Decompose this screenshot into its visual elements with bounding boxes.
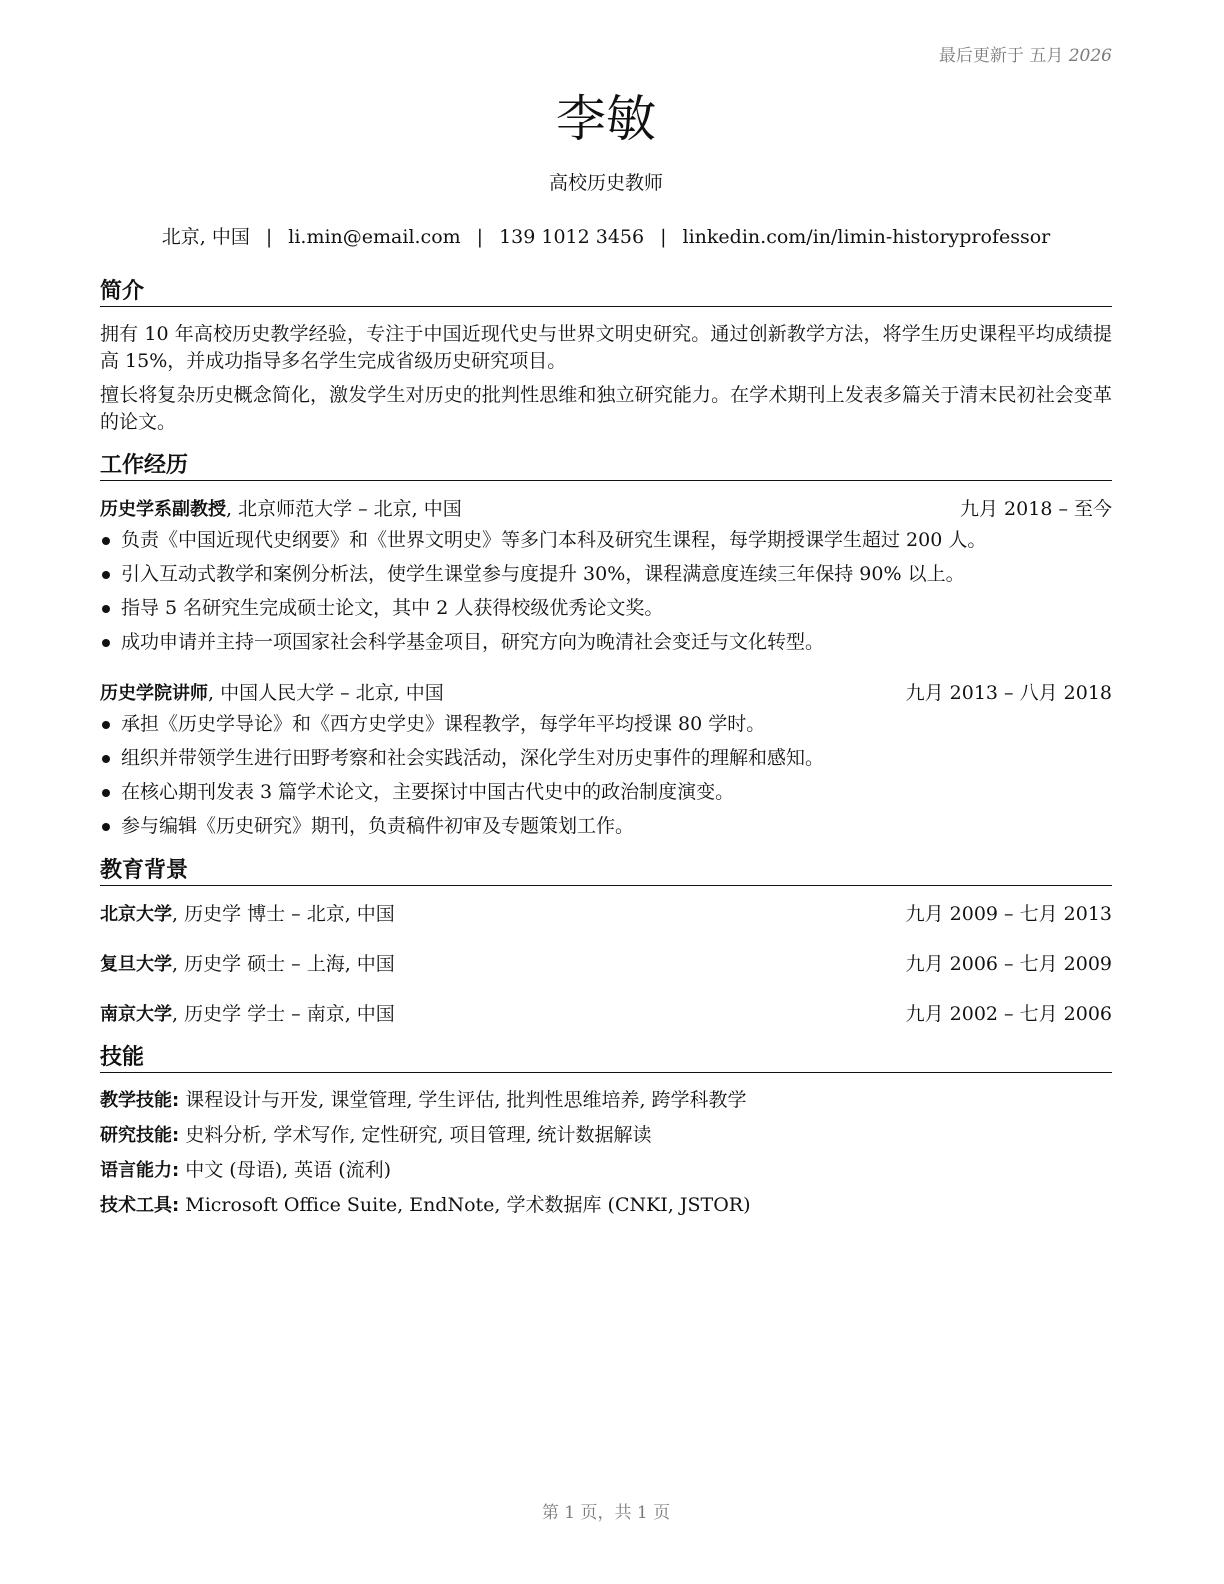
summary-paragraph: 拥有 10 年高校历史教学经验，专注于中国近现代史与世界文明史研究。通过创新教学方法，将学生历史课程平均成绩提高 15%，并成功指导多名学生完成省级历史研究项目。 bbox=[100, 323, 1112, 372]
bullet-icon bbox=[102, 639, 110, 647]
section-title-education: 教育背景 bbox=[100, 857, 1112, 886]
skill-row bbox=[100, 1122, 1112, 1149]
job-org: , 中国人民大学 – 北京, 中国 bbox=[208, 682, 444, 704]
bullet-text: 引入互动式教学和案例分析法，使学生课堂参与度提升 30%，课程满意度连续三年保持 90% 以上。 bbox=[121, 563, 965, 585]
job-header bbox=[100, 680, 1112, 706]
skill-value: 中文 (母语), 英语 (流利) bbox=[179, 1159, 392, 1181]
list-item bbox=[100, 711, 1112, 745]
list-item bbox=[100, 745, 1112, 779]
job-role: 历史学系副教授 bbox=[100, 499, 226, 520]
list-item bbox=[100, 779, 1112, 813]
list-item bbox=[100, 595, 1112, 629]
education-school: 复旦大学 bbox=[100, 954, 172, 975]
bullet-icon bbox=[102, 605, 110, 613]
skill-value: 课程设计与开发, 课堂管理, 学生评估, 批判性思维培养, 跨学科教学 bbox=[179, 1089, 747, 1111]
candidate-headline: 高校历史教师 bbox=[548, 172, 663, 194]
last-updated-year: 2026 bbox=[1068, 46, 1112, 66]
bullet-icon bbox=[102, 823, 110, 831]
job-role: 历史学院讲师 bbox=[100, 683, 208, 704]
education-row bbox=[100, 1001, 1112, 1027]
contact-email[interactable]: li.min@email.com bbox=[288, 226, 461, 248]
bullet-text: 在核心期刊发表 3 篇学术论文，主要探讨中国古代史中的政治制度演变。 bbox=[121, 781, 735, 803]
contact-location: 北京, 中国 bbox=[161, 226, 250, 248]
bullet-text: 承担《历史学导论》和《西方史学史》课程教学，每学年平均授课 80 学时。 bbox=[121, 713, 766, 735]
skill-label: 语言能力: bbox=[100, 1160, 180, 1181]
skill-label: 技术工具: bbox=[100, 1195, 180, 1216]
education-school: 南京大学 bbox=[100, 1004, 172, 1025]
section-title-experience: 工作经历 bbox=[100, 452, 1112, 481]
bullet-text: 指导 5 名研究生完成硕士论文，其中 2 人获得校级优秀论文奖。 bbox=[121, 597, 664, 619]
education-school: 北京大学 bbox=[100, 904, 172, 925]
bullet-icon bbox=[102, 789, 110, 797]
contact-separator: | bbox=[265, 226, 273, 248]
list-item bbox=[100, 527, 1112, 561]
bullet-text: 负责《中国近现代史纲要》和《世界文明史》等多门本科及研究生课程，每学期授课学生超过 200 人。 bbox=[121, 529, 987, 551]
job-dates: 九月 2013 – 八月 2018 bbox=[905, 682, 1112, 704]
resume-page bbox=[100, 0, 1112, 1584]
education-row bbox=[100, 951, 1112, 977]
list-item bbox=[100, 813, 1112, 847]
skill-value: 史料分析, 学术写作, 定性研究, 项目管理, 统计数据解读 bbox=[179, 1124, 652, 1146]
skill-value: Microsoft Office Suite, EndNote, 学术数据库 (CNKI, JSTOR) bbox=[179, 1194, 751, 1216]
bullet-icon bbox=[102, 721, 110, 729]
skill-row bbox=[100, 1157, 1112, 1184]
bullet-icon bbox=[102, 571, 110, 579]
job-org: , 北京师范大学 – 北京, 中国 bbox=[226, 498, 462, 520]
bullet-text: 组织并带领学生进行田野考察和社会实践活动，深化学生对历史事件的理解和感知。 bbox=[121, 747, 825, 769]
summary-paragraph: 擅长将复杂历史概念简化，激发学生对历史的批判性思维和独立研究能力。在学术期刊上发表多篇关于清末民初社会变革的论文。 bbox=[100, 384, 1112, 433]
job-header bbox=[100, 496, 1112, 522]
last-updated bbox=[939, 45, 1112, 67]
contact-linkedin[interactable]: linkedin.com/in/limin-historyprofessor bbox=[682, 226, 1051, 248]
skill-row bbox=[100, 1192, 1112, 1219]
contact-phone[interactable]: 139 1012 3456 bbox=[499, 226, 645, 248]
contact-separator: | bbox=[660, 226, 667, 248]
list-item bbox=[100, 561, 1112, 595]
bullet-icon bbox=[102, 755, 110, 763]
education-detail: , 历史学 学士 – 南京, 中国 bbox=[172, 1003, 395, 1025]
skill-label: 教学技能: bbox=[100, 1090, 180, 1111]
job-dates: 九月 2018 – 至今 bbox=[960, 498, 1112, 520]
contact-line bbox=[100, 225, 1112, 249]
education-dates: 九月 2009 – 七月 2013 bbox=[905, 903, 1112, 925]
education-row bbox=[100, 901, 1112, 927]
section-title-skills: 技能 bbox=[100, 1044, 1112, 1073]
education-detail: , 历史学 硕士 – 上海, 中国 bbox=[172, 953, 395, 975]
list-item bbox=[100, 629, 1112, 663]
section-title-summary: 简介 bbox=[100, 278, 1112, 307]
skill-label: 研究技能: bbox=[100, 1125, 180, 1146]
candidate-name: 李敏 bbox=[556, 90, 656, 148]
bullet-text: 参与编辑《历史研究》期刊，负责稿件初审及专题策划工作。 bbox=[121, 815, 635, 837]
job-bullets bbox=[100, 527, 1112, 663]
skill-row bbox=[100, 1087, 1112, 1114]
education-dates: 九月 2006 – 七月 2009 bbox=[905, 953, 1112, 975]
bullet-text: 成功申请并主持一项国家社会科学基金项目，研究方向为晚清社会变迁与文化转型。 bbox=[121, 631, 825, 653]
education-detail: , 历史学 博士 – 北京, 中国 bbox=[172, 903, 395, 925]
contact-separator: | bbox=[476, 226, 484, 248]
job-bullets bbox=[100, 711, 1112, 847]
last-updated-prefix: 最后更新于 五月 bbox=[938, 46, 1064, 66]
education-dates: 九月 2002 – 七月 2006 bbox=[905, 1003, 1112, 1025]
bullet-icon bbox=[102, 537, 110, 545]
page-footer: 第 1 页，共 1 页 bbox=[541, 1503, 671, 1523]
